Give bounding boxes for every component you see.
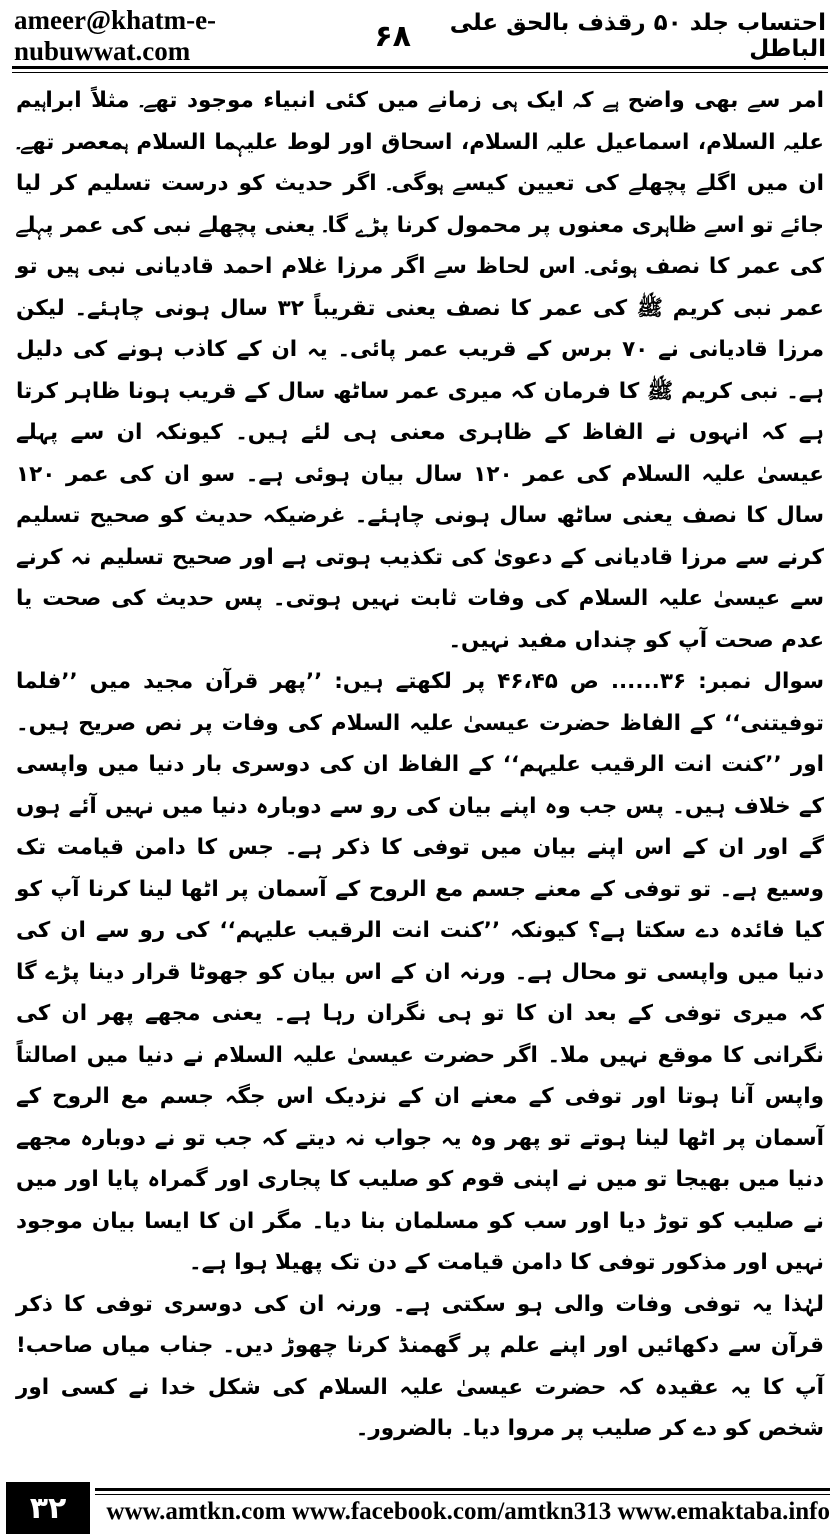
page-header <box>14 5 826 66</box>
paragraph-1: امر سے بھی واضح ہے کہ ایک ہی زمانے میں کئی انبیاء موجود تھے۔ مثلاً ابراہیم علیہ السلام، اسماعیل علیہ السلام، اسحاق اور لوط علیہما السلام ہمعصر تھے۔ ان میں اگلے پچھلے کی تعیین کیسے ہوگی۔ اگر حدیث کو درست تسلیم کر لیا جائے تو اسے ظاہری معنوں پر محمول کرنا پڑے گا۔ یعنی پچھلے نبی کی عمر پہلے کی عمر کا نصف ہوئی۔ اس لحاظ سے اگر مرزا غلام احمد قادیانی نبی ہیں تو عمر نبی کریم ﷺ کی عمر کا نصف یعنی تقریباً ۳۲ سال ہونی چاہئے۔ لیکن مرزا قادیانی نے ۷۰ برس کے قریب عمر پائی۔ یہ ان کے کاذب ہونے کی دلیل ہے۔ نبی کریم ﷺ کا فرمان کہ میری عمر ساٹھ سال کے قریب ہونا ظاہر کرتا ہے کہ انہوں نے الفاظ کے ظاہری معنی ہی لئے ہیں۔ کیونکہ ان سے پہلے عیسیٰ علیہ السلام کی عمر ۱۲۰ سال بیان ہوئی ہے۔ سو ان کی عمر ۱۲۰ سال کا نصف یعنی ساٹھ سال ہونی چاہئے۔ غرضیکہ حدیث کو صحیح تسلیم کرنے سے مرزا قادیانی کے دعویٰ کی تکذیب ہوتی ہے اور صحیح تسلیم نہ کرنے سے عیسیٰ علیہ السلام کی وفات ثابت نہیں ہوتی۔ پس حدیث کی صحت یا عدم صحت آپ کو چنداں مفید نہیں۔ <box>16 88 825 653</box>
header-book-title: احتساب جلد ۵۰ رقذف بالحق علی الباطل <box>449 10 826 62</box>
header-left <box>14 5 411 67</box>
footer-rule-thin <box>95 1494 830 1495</box>
header-page-number: ۶۸ <box>374 18 411 54</box>
page-body <box>16 80 824 1450</box>
header-rule-thick <box>12 66 828 69</box>
paragraph-3: لہٰذا یہ توفی وفات والی ہو سکتی ہے۔ ورنہ ان کی دوسری توفی کا ذکر قرآن سے دکھائیں اور اپنے علم پر گھمنڈ کرنا چھوڑ دیں۔ جناب میاں صاحب! آپ کا یہ عقیدہ کہ حضرت عیسیٰ علیہ السلام کی شکل خدا نے کسی اور شخص کو دے کر صلیب پر مروا دیا۔ بالضرور۔ <box>16 1291 824 1441</box>
header-rule-thin <box>12 72 828 73</box>
paragraph-2-question-36: سوال نمبر: ۳۶...... ص ۴۶،۴۵ پر لکھتے ہیں: ’’پھر قرآن مجید میں ’’فلما توفیتنی‘‘ کے الفاظ حضرت عیسیٰ علیہ السلام کی وفات پر نص صریح ہیں۔ اور ’’کنت انت الرقیب علیہم‘‘ کے الفاظ ان کی دوسری بار دنیا میں واپسی کے خلاف ہیں۔ پس جب وہ اپنے بیان کی رو سے دوبارہ دنیا میں نہیں آئے ہوں گے اور ان کے اس اپنے بیان میں توفی کا ذکر ہے۔ جس کا دامن قیامت تک وسیع ہے۔ تو توفی کے معنے جسم مع الروح کے آسمان پر اٹھا لینا کرنا آپ کو کیا فائدہ دے سکتا ہے؟ کیونکہ ’’کنت انت الرقیب علیہم‘‘ کی رو سے ان کی دنیا میں واپسی تو محال ہے۔ ورنہ ان کے اس بیان کو جھوٹا قرار دینا پڑے گا کہ میری توفی کے بعد ان کا تو ہی نگران رہا ہے۔ یعنی مجھے پھر ان کی نگرانی کا موقع نہیں ملا۔ اگر حضرت عیسیٰ علیہ السلام نے دنیا میں اصالتاً واپس آنا ہوتا اور توفی کے معنے ان کے نزدیک اس جگہ جسم مع الروح کے آسمان پر اٹھا لینا ہوتے تو پھر وہ یہ جواب نہ دیتے کہ جب تو نے دوبارہ مجھے دنیا میں بھیجا تو میں نے اپنی قوم کو صلیب کا پجاری اور گمراہ پایا اور میں نے صلیب کو توڑ دیا اور سب کو مسلمان بنا دیا۔ مگر ان کا ایسا بیان موجود نہیں اور مذکور توفی کا دامن قیامت کے دن تک پھیلا ہوا ہے۔ <box>16 669 825 1275</box>
page-footer <box>0 1482 840 1540</box>
footer-page-number: ۳۲ <box>6 1482 90 1534</box>
header-email[interactable]: ameer@khatm-e-nubuwwat.com <box>14 5 217 66</box>
footer-links[interactable]: www.amtkn.com www.facebook.com/amtkn313 www.emaktaba.info <box>106 1498 830 1525</box>
footer-rule-thick <box>95 1488 830 1491</box>
